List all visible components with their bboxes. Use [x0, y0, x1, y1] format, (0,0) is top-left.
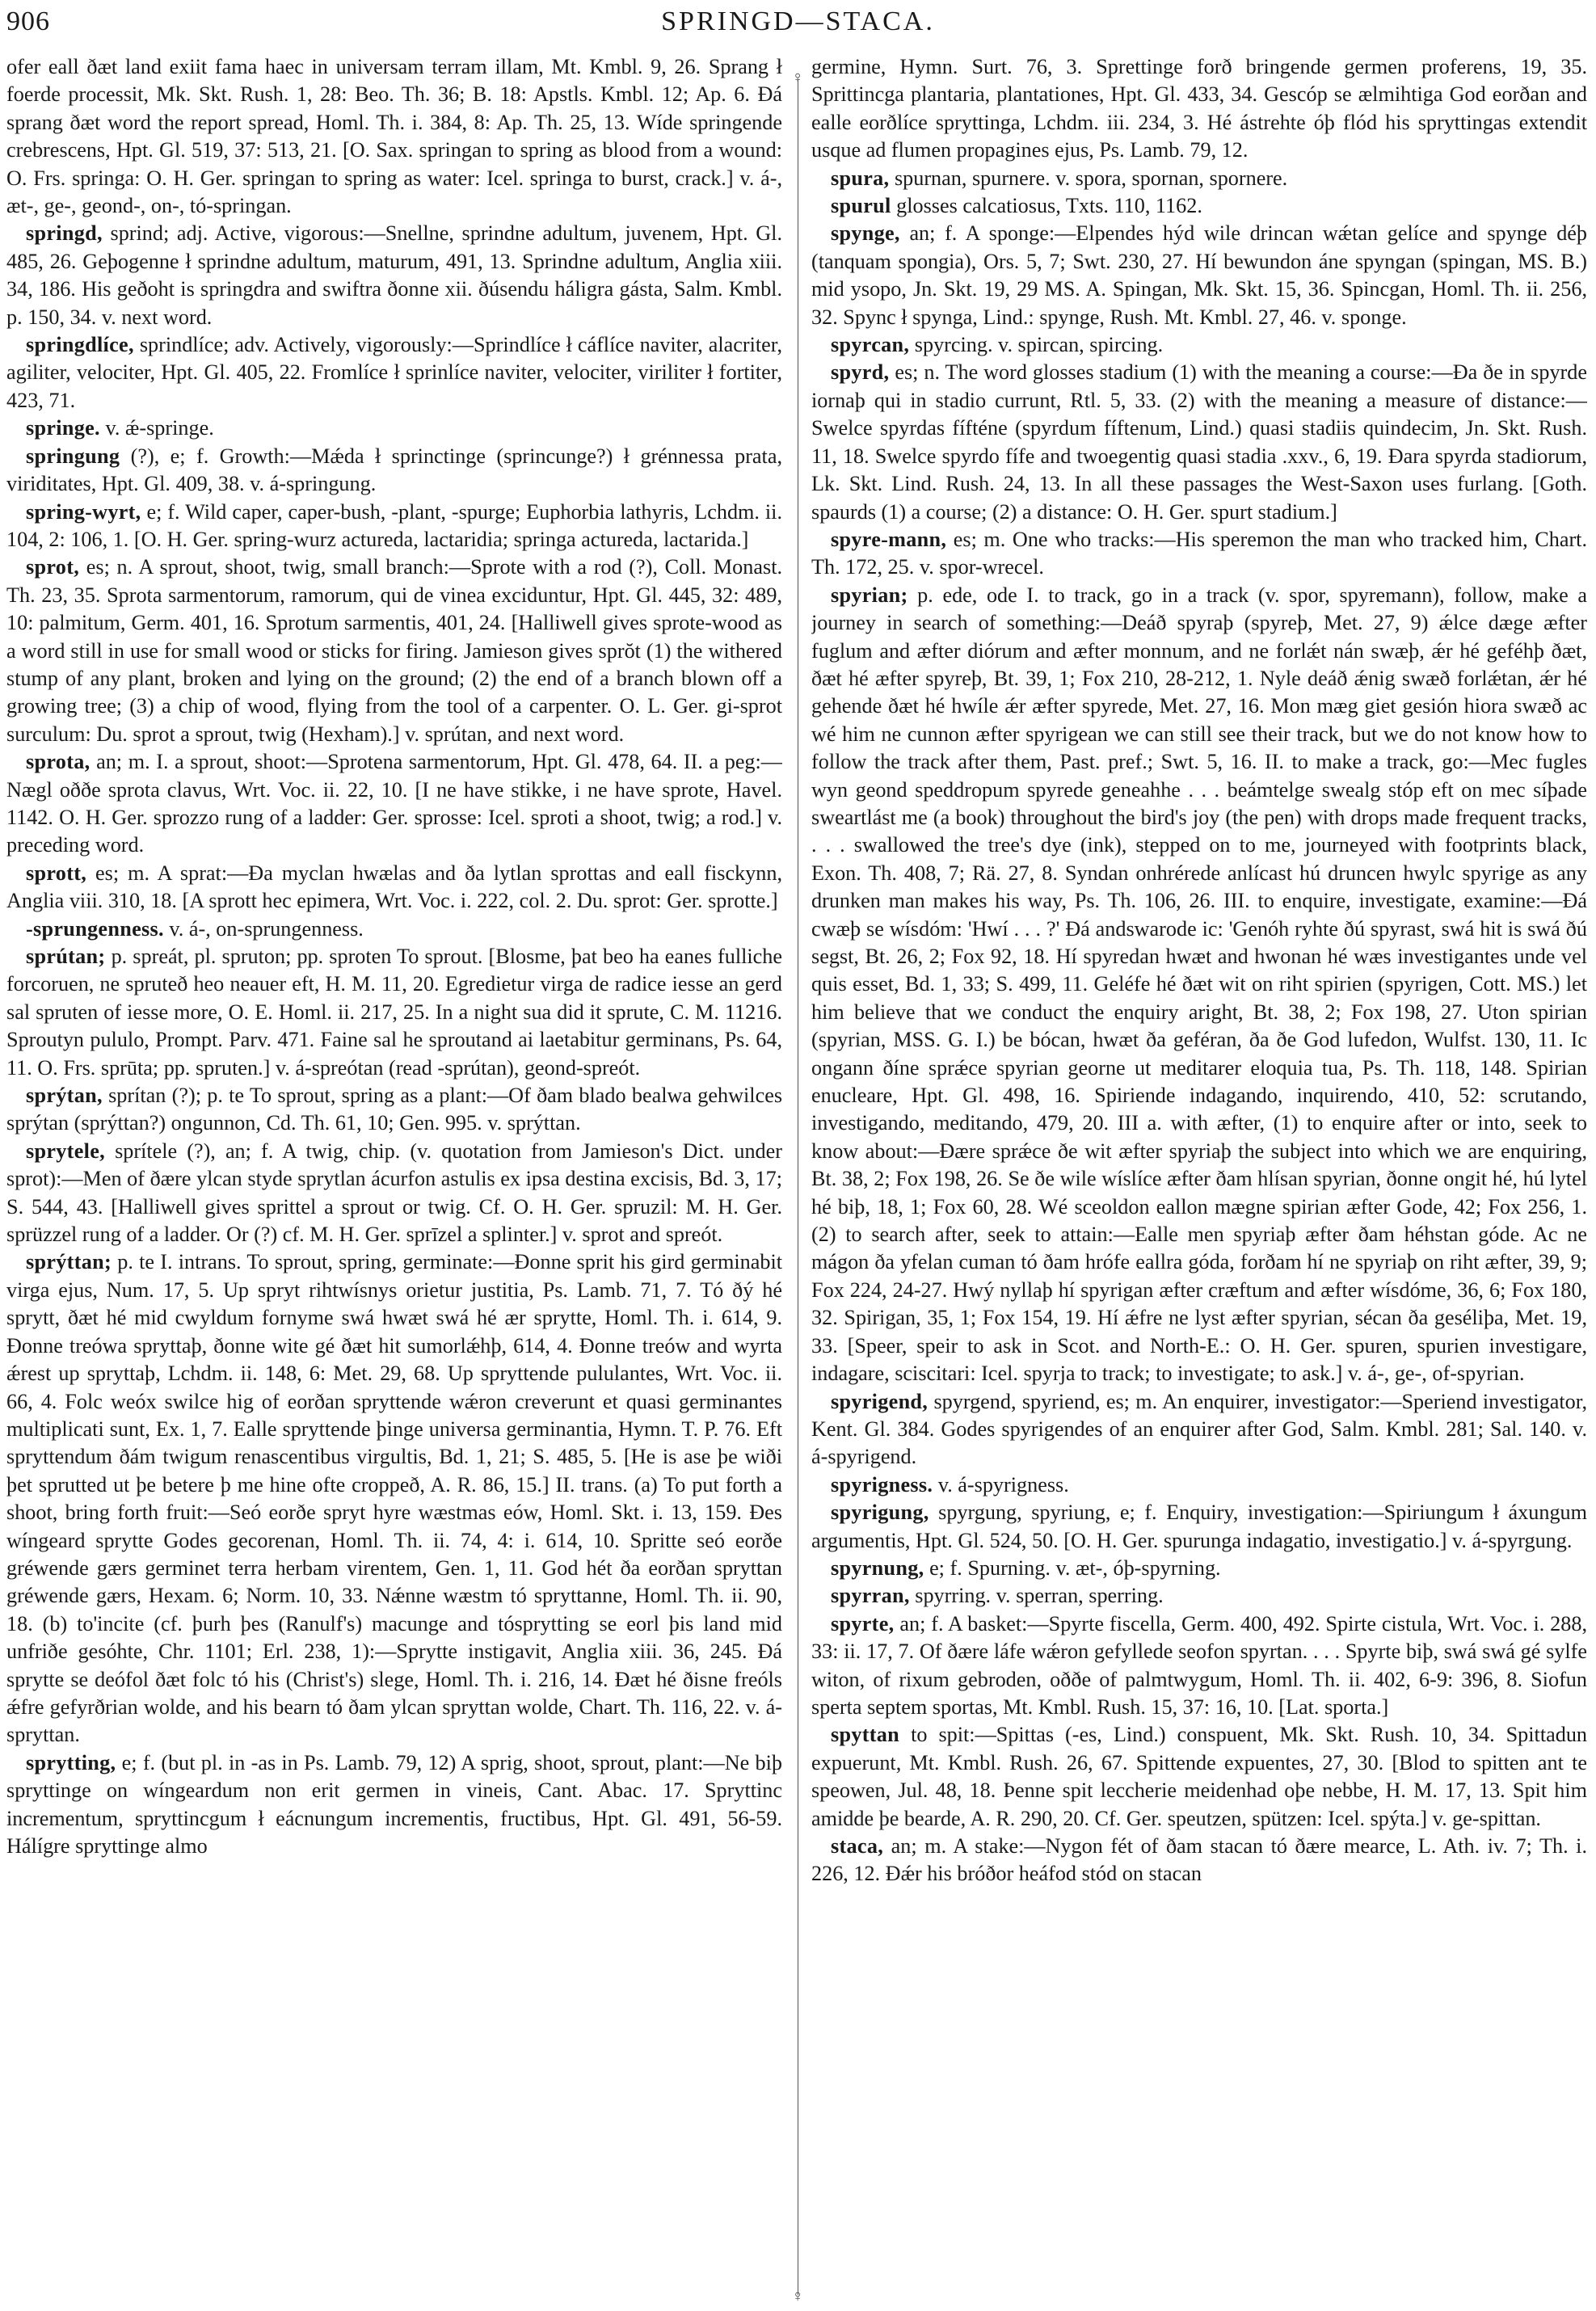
dictionary-entry — [811, 1388, 1587, 1471]
entry-text: to spit:—Spittas (-es, Lind.) conspuent, Mk. Skt. Rush. 10, 34. Spittadun expuerunt, Mt. Kmbl. Rush. 26, 67. Spittende expuentes, 27, 30. [Blod to spitten ant te speowen, Jul. 48, 18. Þenne spit leccherie meidenhad oþe nebbe, H. M. 17, 13. Spit him amidde þe bearde, A. R. 290, 20. Cf. Ger. speutzen, spützen: Icel. spýta.] v. ge-spittan. — [811, 1723, 1587, 1830]
headword: spyrran, — [831, 1584, 910, 1608]
dictionary-entry — [6, 443, 782, 499]
headword: springdlíce, — [26, 333, 134, 357]
entry-text: an; m. I. a sprout, shoot:—Sprotena sarmentorum, Hpt. Gl. 478, 64. II. a peg:—Nægl oððe sprota clavus, Wrt. Voc. ii. 22, 10. [I ne have stikke, i ne have sprote, Havel. 1142. O. H. Ger. sprozzo rung of a ladder: Ger. sprosse: Icel. sproti a shoot, twig; a rod.] v. preceding word. — [6, 750, 782, 857]
entry-text: p. te I. intrans. To sprout, spring, germinate:—Ðonne sprit his gird germinabit virga ejus, Num. 17, 5. Up spryt rihtwísnys orietur justitia, Ps. Lamb. 71, 7. Tó ðý hé sprytt, ðæt hé mid cwyldum fornyme swá hwæt swá hé ær sprytte, Homl. Th. i. 614, 9. Ðonne treówa spryttaþ, ðonne wite gé ðæt hit sumorlǽhþ, 614, 4. Ðonne treów and wyrta ǽrest up spryttaþ, Lchdm. ii. 148, 6: Met. 29, 68. Up spryttende pululantes, Wrt. Voc. ii. 66, 4. Folc weóx swilce hig of eorðan spryttende wǽron creverunt et quasi germinantes multiplicati sunt, Ex. 1, 7. Ealle spryttende þinge universa germinantia, Hymn. T. P. 76. Eft spryttendum ðám twigum renascentibus virgultis, Bd. 1, 21; S. 485, 5. [He is ase þe wiði þet sprutted ut þe betere þ me hine ofte croppeð, A. R. 86, 15.] II. trans. (a) To put forth a shoot, bring forth fruit:—Seó eorðe spryt hyre wæstmas eów, Homl. Skt. i. 13, 159. Ðes wíngeard sprytte Godes gecorenan, Homl. Th. ii. 74, 4: i. 614, 10. Spritte seó eorðe gréwende gærs germinet terra herbam virentem, Gen. 1, 11. God hét ða eorðan spryttan gréwende gærs, Hexam. 6; Norm. 10, 33. Nǽnne wæstm tó spryttanne, Homl. Th. ii. 90, 18. (b) to'incite (cf. þurh þes (Ranulf's) macunge and tósprytting se eorl þis land mid unfriðe gesóhte, Chr. 1101; Erl. 238, 1):—Sprytte instigavit, Anglia xiii. 36, 245. Ðá sprytte se deófol ðæt folc tó his (Christ's) slege, Homl. Th. i. 216, 14. Ðæt hé ðisne freóls ǽfre gefyrðrian wolde, and his bearn tó ðam ylcan spryttan wolde, Chart. Th. 116, 22. v. á-spryttan. — [6, 1250, 782, 1747]
entry-text: spyrcing. v. spircan, spircing. — [914, 333, 1164, 357]
entry-continuation — [811, 53, 1587, 165]
entry-text: an; f. A basket:—Spyrte fiscella, Germ. 400, 492. Spirte cistula, Wrt. Voc. i. 288, 33: ii. 17, 7. Of ðære láfe wǽron gefyllede seofon spyrtan. . . . Spyrte biþ, swá swá gé sylfe witon, of rixum gebroden, oððe of palmtwygum, Homl. Th. ii. 402, 6-9: 396, 8. Siofun sperta septem sportas, Mt. Kmbl. Rush. 15, 37: 16, 10. [Lat. sporta.] — [811, 1611, 1587, 1719]
dictionary-entry — [6, 748, 782, 860]
entry-text: v. ǽ-springe. — [105, 416, 214, 440]
dictionary-entry — [6, 554, 782, 748]
headword: spyre-mann, — [831, 527, 947, 551]
headword: spring-wyrt, — [26, 499, 141, 524]
headword: sprýttan; — [26, 1250, 112, 1274]
headword: spyttan — [831, 1723, 900, 1747]
entry-text: p. ede, ode I. to track, go in a track (v. spor, spyremann), follow, make a journey in search of something:—Deáð spyraþ (spyreþ, Met. 27, 9) ǽlce dæge æfter fuglum and æfter diórum and æfter monnum, and ne forlǽt nán swæþ, ǽr hé geféhþ ðæt, ðæt hé æfter spyreþ, Bt. 39, 1; Fox 210, 28-212, 1. Nyle deáð ǽnig swæð forlǽtan, ǽr hé gehende ðæt hé hwíle ǽr æfter spyrede, Met. 27, 16. Mon mæg giet gesión hiora swæð ac wé him ne cunnon æfter spyrigean we can still see their track, but we do not know how to follow the track after them, Past. pref.; Swt. 5, 16. II. to make a track, go:—Mec fugles wyn geond speddropum spyrede geneahhe . . . beámtelge swealg stóp eft on mec síþade sweartlást me (a book) throughout the bird's joy (the pen) with drops made frequent tracks, . . . swallowed the tree's dye (ink), stepped on to me, journeyed with footprints black, Exon. Th. 408, 7; Rä. 27, 8. Syndan onhrérede anlícast hú druncen hwylc spyrige as any drunken man makes his way, Ps. Th. 106, 26. III. to enquire, investigate, examine:—Ðá cwæþ se wísdóm: 'Hwí . . . ?' Ðá andswarode ic: 'Genóh ryhte ðú spyrast, swá hit is swá ðú segst, Bt. 26, 2; Fox 92, 18. Hí spyredan hwæt and hwonan hé wæs investigantes unde vel quis esset, Bd. 1, 33; S. 499, 11. Geléfe hé ðæt wit on riht spirien (spyrigen, Cott. MS.) let him believe that we conduct the enquiry aright, Bt. 38, 2; Fox 198, 27. Uton spirian (spyrian, MSS. G. I.) be bócan, hwæt ða geféran, ða ðe God lufedon, Wulfst. 130, 11. Ic ongann ðíne sprǽce spyrian georne ut meditarer eloquia tua, Ps. Th. 118, 148. Spirian enucleare, Hpt. Gl. 498, 16. Spiriende indagando, inquirendo, 410, 52: scrutando, investigando, meditando, 479, 20. III a. with æfter, (1) to enquire after or into, seek to know about:—Ðære sprǽce ðe wit æfter spyriaþ the subject into which we are enquiring, Bt. 38, 2; Fox 198, 26. Se ðe wile wíslíce æfter ðam hlísan spyrian, ðonne ongit hé, hú lytel hé biþ, 18, 1; Fox 60, 28. Wé sceoldon eallon mægne spirian æfter Gode, 42; Fox 256, 1. (2) to search after, seek to attain:—Ealle men spyriaþ æfter ðam héhstan góde. Ac ne mágon ða yfelan cuman tó ðam hrófe eallra góda, forðam hí ne spyriaþ on riht æfter, 39, 9; Fox 224, 24-27. Hwý nyllaþ hí spyrigan æfter cræftum and æfter wísdóme, 36, 6; Fox 180, 32. Spirigan, 35, 1; Fox 154, 19. Hí ǽfre ne lyst æfter spyrian, sécan ða geséliþa, Met. 19, 33. [Speer, speir to ask in Scot. and North-E.: O. H. Ger. spuren, spurien investigare, indagare, sciscitari: Icel. spyrja to track; to investigate; to ask.] v. á-, ge-, of-spyrian. — [811, 583, 1587, 1386]
headword: spyrian; — [831, 583, 908, 607]
headword: spyrigend, — [831, 1389, 929, 1413]
entry-text: es; n. A sprout, shoot, twig, small branch:—Sprote with a rod (?), Coll. Monast. Th. 23, 35. Sprota sarmentorum, ramorum, qui de vinea exciduntur, Hpt. Gl. 445, 32: 489, 10: palmitum, Germ. 401, 16. Sprotum sarmentis, 401, 24. [Halliwell gives sprote-wood as a word still in use for small wood or sticks for firing. Jamieson gives sprŏt (1) the withered stump of any plant, broken and lying on the ground; (2) the end of a branch blown off a growing tree; (3) a chip of wood, flying from the tool of a carpenter. O. L. Ger. gi-sprot surculum: Du. sprot a sprout, twig (Hexham).] v. sprútan, and next word. — [6, 555, 782, 746]
page-header — [0, 0, 1596, 48]
entry-text: glosses calcatiosus, Txts. 110, 1162. — [896, 194, 1202, 218]
entry-text: sprítan (?); p. te To sprout, spring as a plant:—Of ðam blado bealwa gehwilces sprýtan (sprýttan?) ongunnon, Cd. Th. 61, 10; Gen. 995. v. sprýttan. — [6, 1084, 782, 1135]
entry-text: es; m. One who tracks:—His speremon the man who tracked him, Chart. Th. 172, 25. v. spor-wrecel. — [811, 527, 1587, 579]
dictionary-entry — [6, 220, 782, 331]
dictionary-entry — [6, 1082, 782, 1138]
headword: spynge, — [831, 221, 900, 246]
dictionary-entry — [811, 1555, 1587, 1582]
entry-text: v. á-spyrigness. — [937, 1472, 1069, 1496]
entry-text: sprítele (?), an; f. A twig, chip. (v. quotation from Jamieson's Dict. under sprot):—Men of ðære ylcan styde sprytlan ácurfon astulis ex ipsa destina excisis, Bd. 3, 17; S. 544, 43. [Halliwell gives sprittel a sprout or twig. Cf. O. H. Ger. spruzil: M. H. Ger. sprüzzel rung of a ladder. Or (?) cf. M. H. Ger. sprīzel a splinter.] v. sprot and spreót. — [6, 1139, 782, 1247]
dictionary-entry — [811, 192, 1587, 220]
dictionary-entry — [811, 220, 1587, 331]
entry-text: e; f. (but pl. in -as in Ps. Lamb. 79, 12) A sprig, shoot, sprout, plant:—Ne biþ spryttinge on wíngeardum non erit germen in vineis, Cant. Abac. 17. Spryttinc incrementum, spryttincgum ł eácnungum incrementis, fructibus, Hpt. Gl. 491, 56-59. Hálígre spryttinge almo — [6, 1750, 782, 1858]
headword: spurul — [831, 194, 891, 218]
dictionary-entry — [811, 526, 1587, 582]
headword: spyrcan, — [831, 333, 910, 357]
dictionary-entry — [811, 1833, 1587, 1888]
headword: -sprungenness. — [26, 916, 164, 941]
headword: sprytele, — [26, 1139, 105, 1163]
dictionary-entry — [6, 415, 782, 442]
running-title: SPRINGD—STACA. — [661, 6, 935, 36]
headword: spyrigness. — [831, 1472, 933, 1496]
dictionary-entry — [6, 499, 782, 554]
dictionary-entry — [6, 943, 782, 1082]
right-column — [811, 53, 1587, 2300]
headword: sprytting, — [26, 1750, 116, 1774]
dictionary-entry — [6, 1749, 782, 1861]
entry-text: spurnan, spurnere. v. spora, spornan, spornere. — [894, 166, 1288, 190]
entry-text: an; m. A stake:—Nygon fét of ðam stacan tó ðære mearce, L. Ath. iv. 7; Th. i. 226, 12. Ðǽr his bróðor heáfod stód on stacan — [811, 1834, 1587, 1886]
entry-text: ofer eall ðæt land exiit fama haec in universam terram illam, Mt. Kmbl. 9, 26. Sprang ł foerde processit, Mk. Skt. Rush. 1, 28: Beo. Th. 36; B. 18: Apstls. Kmbl. 12; Ap. 6. Ðá sprang ðæt word the report spread, Homl. Th. i. 384, 8: Ap. Th. 25, 13. Wíde springende crebrescens, Hpt. Gl. 519, 37: 513, 21. [O. Sax. springan to spring as blood from a wound: O. Frs. springa: O. H. Ger. springan to spring as water: Icel. springa to burst, crack.] v. á-, æt-, ge-, geond-, on-, tó-springan. — [6, 55, 782, 218]
headword: sprýtan, — [26, 1084, 103, 1108]
headword: sprott, — [26, 861, 87, 885]
dictionary-entry — [811, 1499, 1587, 1555]
dictionary-entry — [811, 1610, 1587, 1722]
dictionary-entry — [6, 1138, 782, 1249]
column-ornament-top-icon: ♀ — [791, 69, 804, 86]
left-column — [6, 53, 782, 2300]
headword: spura, — [831, 166, 890, 190]
headword: springung — [26, 444, 120, 468]
dictionary-entry — [811, 1721, 1587, 1833]
entry-text: spyrgung, spyriung, e; f. Enquiry, investigation:—Spiriungum ł áxungum argumentis, Hpt. Gl. 524, 50. [O. H. Ger. spurunga indagatio, investigatio.] v. á-spyrgung. — [811, 1501, 1587, 1552]
headword: spyrte, — [831, 1611, 895, 1635]
dictionary-entry — [811, 1471, 1587, 1499]
entry-text: germine, Hymn. Surt. 76, 3. Sprettinge forð bringende germen proferens, 19, 35. Sprittincga plantaria, plantationes, Hpt. Gl. 433, 34. Gescóp se ælmihtiga God eorðan and ealle eorðlíce spryttinga, Lchdm. iii. 234, 3. Hé ástrehte óþ flód his spryttingas extendit usque ad flumen propagines ejus, Ps. Lamb. 79, 12. — [811, 55, 1587, 162]
headword: staca, — [831, 1834, 884, 1858]
column-ornament-bottom-icon: ♀ — [791, 2288, 804, 2305]
dictionary-entry — [6, 916, 782, 943]
headword: springd, — [26, 221, 103, 246]
entry-text: es; m. A sprat:—Ða myclan hwælas and ða lytlan sprottas and eall fisckynn, Anglia viii. 310, 18. [A sprott hec epimera, Wrt. Voc. i. 222, col. 2. Du. sprot: Ger. sprotte.] — [6, 861, 782, 913]
entry-text: (?), e; f. Growth:—Mǽda ł sprinctinge (sprincunge?) ł grénnessa prata, viriditates, Hpt. Gl. 409, 38. v. á-springung. — [6, 444, 782, 496]
entry-text: spyrgend, spyriend, es; m. An enquirer, investigator:—Speriend investigator, Kent. Gl. 384. Godes spyrigendes of an enquirer after God, Salm. Kmbl. 281; Sal. 140. v. á-spyrigend. — [811, 1389, 1587, 1469]
entry-text: sprind; adj. Active, vigorous:—Snellne, sprindne adultum, juvenem, Hpt. Gl. 485, 26. Geþogenne ł sprindne adultum, maturum, 491, 13. Sprindne adultum, Anglia xiii. 34, 186. His geðoht is springdra and swiftra ðonne xii. ðúsendu háligra gásta, Salm. Kmbl. p. 150, 34. v. next word. — [6, 221, 782, 329]
entry-continuation — [6, 53, 782, 220]
entry-text: e; f. Spurning. v. æt-, óþ-spyrning. — [929, 1555, 1221, 1580]
entry-text: e; f. Wild caper, caper-bush, -plant, -spurge; Euphorbia lathyris, Lchdm. ii. 104, 2: 106, 1. [O. H. Ger. spring-wurz actureda, lactaridia; springa actureda, lactarida.] — [6, 499, 782, 551]
dictionary-entry — [811, 582, 1587, 1388]
entry-text: sprindlíce; adv. Actively, vigorously:—Sprindlíce ł cáflíce naviter, alacriter, agiliter, velociter, Hpt. Gl. 405, 22. Fromlíce ł sprinlíce naviter, velociter, viriliter ł fortiter, 423, 71. — [6, 333, 782, 412]
dictionary-entry — [811, 1582, 1587, 1610]
dictionary-entry — [6, 331, 782, 415]
dictionary-entry — [811, 359, 1587, 525]
page-number: 906 — [6, 6, 50, 36]
entry-text: an; f. A sponge:—Elpendes hýd wile drincan wǽtan gelíce and spynge déþ (tanquam spongia), Ors. 5, 7; Swt. 230, 27. Hí bewundon áne spyngan (spingan, MS. B.) mid ysopo, Jn. Skt. 19, 29 MS. A. Spingan, Mk. Skt. 15, 36. Spincgan, Homl. Th. ii. 256, 32. Spync ł spynga, Lind.: spynge, Rush. Mt. Kmbl. 27, 46. v. sponge. — [811, 221, 1587, 329]
dictionary-entry — [6, 860, 782, 916]
dictionary-entry — [811, 331, 1587, 359]
headword: spyrigung, — [831, 1501, 929, 1525]
headword: sprútan; — [26, 945, 106, 968]
dictionary-entry — [811, 165, 1587, 192]
dictionary-entry — [6, 1248, 782, 1749]
headword: springe. — [26, 416, 100, 440]
headword: spyrnung, — [831, 1555, 924, 1580]
entry-text: p. spreát, pl. spruton; pp. sproten To sprout. [Blosme, þat beo ha eanes fulliche forcoruen, ne spruteð heo neauer eft, H. M. 11, 20. Egredietur virga de radice iesse an gerd sal spruten of iesse more, O. E. Homl. ii. 217, 25. In a night sua did it sprute, C. M. 11216. Sproutyn pululo, Prompt. Parv. 471. Faine sal he sproutand ai laetabitur germinans, Ps. 64, 11. O. Frs. sprūta; pp. spruten.] v. á-spreótan (read -sprútan), geond-spreót. — [6, 945, 782, 1080]
entry-text: spyrring. v. sperran, sperring. — [915, 1584, 1164, 1608]
headword: sprot, — [26, 555, 80, 579]
headword: spyrd, — [831, 360, 890, 385]
headword: sprota, — [26, 750, 91, 774]
entry-text: v. á-, on-sprungenness. — [169, 916, 364, 941]
entry-text: es; n. The word glosses stadium (1) with the meaning a course:—Ða ðe in spyrde iornaþ qui in stadio currunt, Rtl. 5, 33. (2) with the meaning a measure of distance:—Swelce spyrdas fífténe (spyrdum fíftenum, Lind.) quasi stadiis quindecim, Jn. Skt. Rush. 11, 18. Swelce spyrdo fífe and twoegentig quasi stadia .xxv., 6, 19. Ðara spyrda stadiorum, Lk. Skt. Lind. Rush. 24, 13. In all these passages the West-Saxon uses furlang. [Goth. spaurds (1) a course; (2) a distance: O. H. Ger. spurt stadium.] — [811, 360, 1587, 524]
